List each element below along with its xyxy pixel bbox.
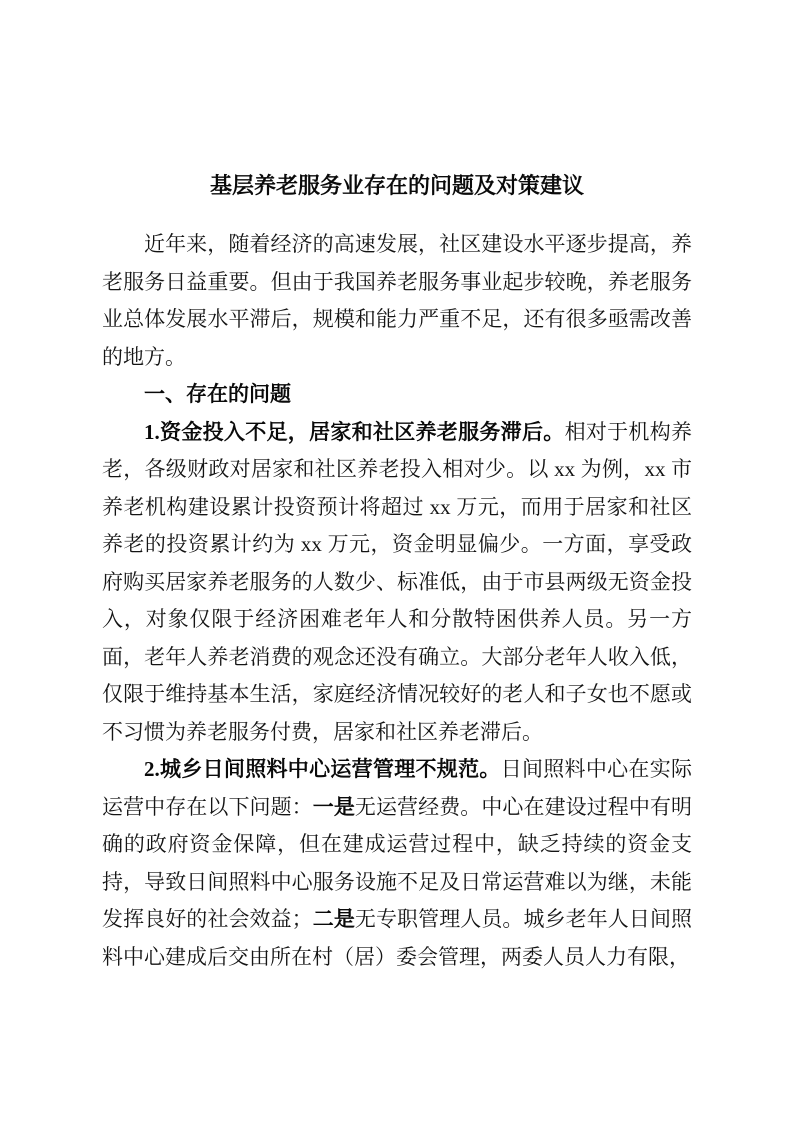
bold-lead-run: 2.城乡日间照料中心运营管理不规范。 [144,757,501,781]
text-run: 无运营经费。中心在建设过程中有明确的政府资金保障，但在建成运营过程中，缺乏持续的资金支持，导致日间照料中心服务设施不足及日常运营难以为继，未能发挥良好的社会效益； [102,794,693,931]
paragraph-daycare-problem [102,751,692,976]
text-run: 相对于机构养老，各级财政对居家和社区养老投入相对少。以 xx 为例，xx 市养老机构建设累计投资预计将超过 xx 万元，而用于居家和社区养老的投资累计约为 xx 万元，资金明显偏少。一方面，享受政府购买居家养老服务的人数少、标准低，由于市县两级无资金投入，对象仅限于经济困难老年人和分散特困供养人员。另一方面，老年人养老消费的观念还没有确立。大部分老年人收入低，仅限于维持基本生活，家庭经济情况较好的老人和子女也不愿或不习惯为养老服务付费，居家和社区养老滞后。 [102,419,693,744]
document-title: 基层养老服务业存在的问题及对策建议 [209,173,584,198]
text-run: 无专职管理人员。城乡老年人日间照料中心建成后交由所在村（居）委会管理，两委人员人力有限， [102,907,693,969]
paragraph-funding-problem [102,414,692,752]
document-content [102,163,692,976]
text-run: 日间照料中心在实际运营中存在以下问题： [102,757,693,819]
bold-item-run: 二是 [312,907,355,931]
bold-lead-run: 1.资金投入不足，居家和社区养老服务滞后。 [144,419,565,444]
intro-paragraph: 近年来，随着经济的高速发展，社区建设水平逐步提高，养老服务日益重要。但由于我国养老服务事业起步较晚，养老服务业总体发展水平滞后，规模和能力严重不足，还有很多亟需改善的地方。 [102,232,692,369]
section-heading-problems: 一、存在的问题 [144,382,291,406]
bold-item-run: 一是 [312,794,355,819]
